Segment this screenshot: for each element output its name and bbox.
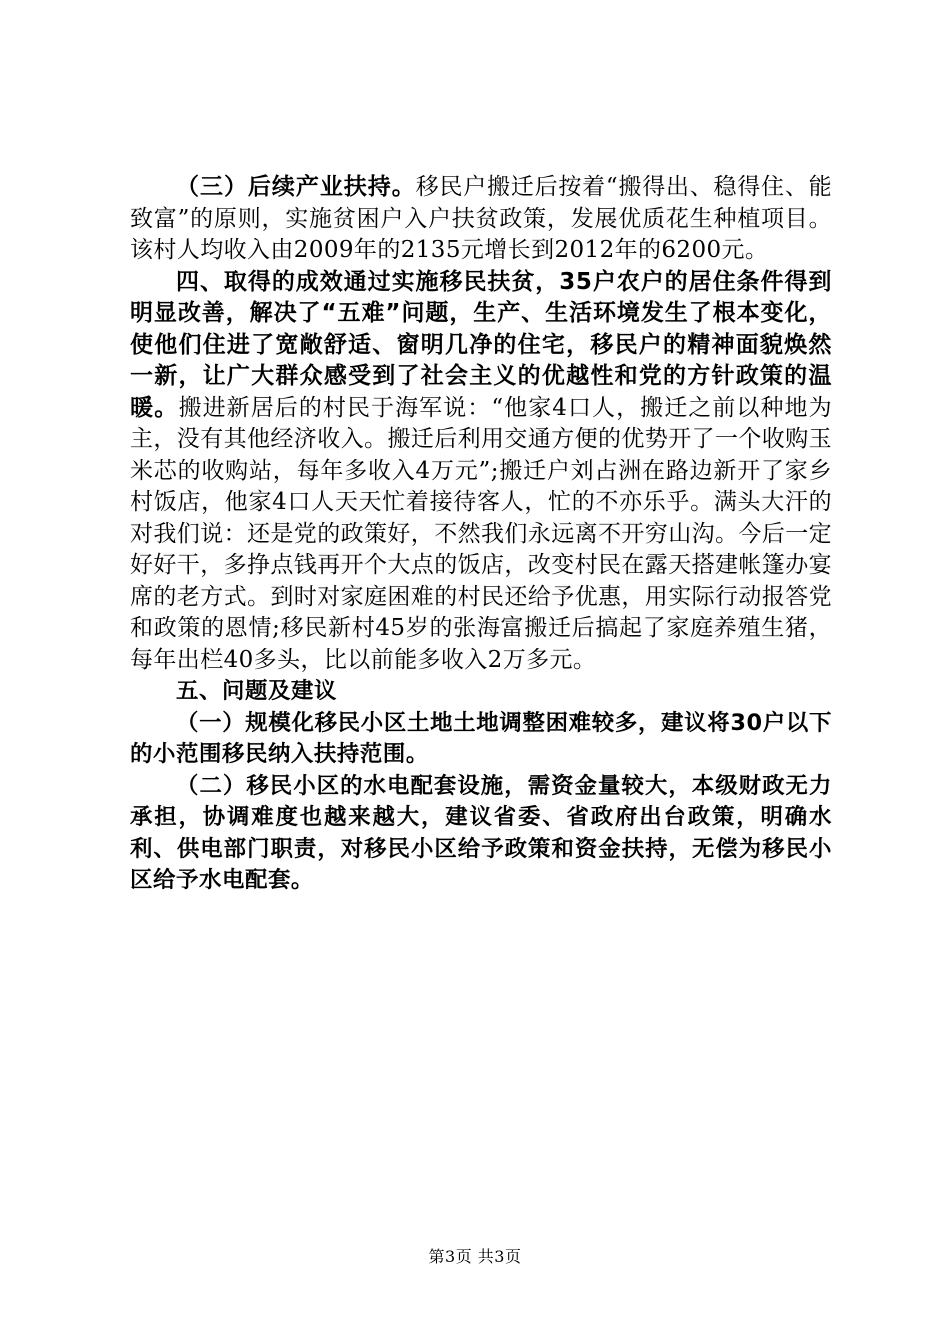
section-heading-problems: 五、问题及建议 <box>176 678 337 704</box>
paragraph-heading: （三）后续产业扶持。 <box>176 174 416 200</box>
document-body <box>130 172 832 897</box>
paragraph-results <box>130 267 832 677</box>
page-number-footer: 第3页 共3页 <box>428 1247 522 1266</box>
paragraph-heading: 四、取得的成效通过实施移民扶贫，35户农户的居住条件得到明显改善，解决了“五难”问题，生产、生活环境发生了根本变化，使他们住进了宽敞舒适、窗明几净的住宅，移民户的精神面貌焕然一新，让广大群众感受到了社会主义的优越性和党的方针政策的温暖。 <box>130 268 832 421</box>
paragraph-suggestion-1: （一）规模化移民小区土地土地调整困难较多，建议将30户以下的小范围移民纳入扶持范围。 <box>130 709 832 767</box>
paragraph-followup-industry <box>130 172 832 267</box>
paragraph-suggestion-2: （二）移民小区的水电配套设施，需资金量较大，本级财政无力承担，协调难度也越来越大，建议省委、省政府出台政策，明确水利、供电部门职责，对移民小区给予政策和资金扶持，无偿为移民小区给予水电配套。 <box>130 772 832 893</box>
paragraph-text: 移民户搬迁后按着“搬得出、稳得住、能致富”的原则，实施贫困户入户扶贫政策，发展优质花生种植项目。该村人均收入由2009年的2135元增长到2012年的6200元。 <box>130 174 832 263</box>
paragraph-text: 搬进新居后的村民于海军说：“他家4口人，搬迁之前以种地为主，没有其他经济收入。搬迁后利用交通方便的优势开了一个收购玉米芯的收购站，每年多收入4万元”;搬迁户刘占洲在路边新开了家乡村饭店，他家4口人天天忙着接待客人，忙的不亦乐乎。满头大汗的对我们说：还是党的政策好，不然我们永远离不开穷山沟。今后一定好好干，多挣点钱再开个大点的饭店，改变村民在露天搭建帐篷办宴席的老方式。到时对家庭困难的村民还给予优惠，用实际行动报答党和政策的恩情;移民新村45岁的张海富搬迁后搞起了家庭养殖生猪，每年出栏40多头，比以前能多收入2万多元。 <box>130 394 833 673</box>
